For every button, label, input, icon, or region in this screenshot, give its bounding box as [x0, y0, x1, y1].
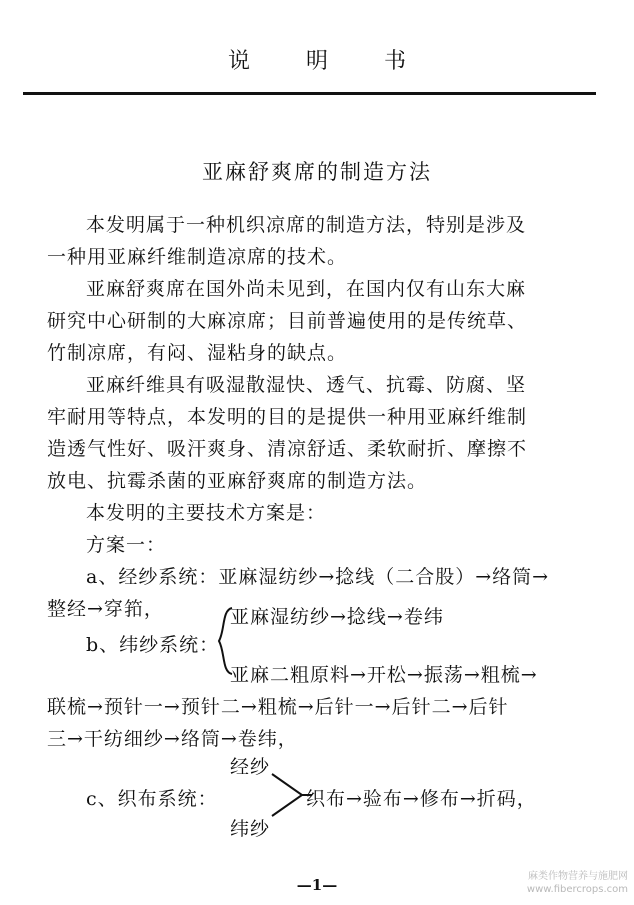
watermark-site-name: 麻类作物营养与施肥网 [528, 871, 628, 882]
page-number: —1— [296, 876, 338, 894]
body-line-10: 本发明的主要技术方案是： [86, 502, 327, 524]
body-line-6: 亚麻纤维具有吸湿散湿快、透气、抗霉、防腐、坚 [86, 374, 527, 396]
weft-continuation-2: 三→干纺细纱→络筒→卷纬， [47, 728, 298, 750]
weft-system-label: b、纬纱系统： [86, 634, 220, 656]
watermark-url: www.fibercrops.com [526, 884, 628, 895]
body-line-7: 牢耐用等特点，本发明的目的是提供一种用亚麻纤维制 [47, 406, 528, 428]
warp-system-line-cont: 整经→穿筘， [47, 598, 164, 620]
weave-input-bottom: 纬纱 [230, 818, 271, 840]
weave-input-top: 经纱 [230, 756, 271, 778]
warp-system-line: a、经纱系统：亚麻湿纺纱→捻线（二合股）→络筒→ [86, 566, 550, 588]
scheme-heading: 方案一： [86, 534, 167, 556]
body-line-2: 一种用亚麻纤维制造凉席的技术。 [47, 246, 348, 268]
document-title: 亚麻舒爽席的制造方法 [202, 160, 432, 184]
weave-system-label: c、织布系统： [86, 788, 218, 810]
weft-continuation-1: 联梳→预针一→预针二→粗梳→后针一→后针二→后针 [47, 696, 509, 718]
watermark [527, 870, 628, 896]
body-line-8: 造透气性好、吸汗爽身、清凉舒适、柔软耐折、摩擦不 [47, 438, 528, 460]
document-header-title: 说明书 [227, 49, 462, 74]
header-rule [23, 92, 596, 95]
body-line-5: 竹制凉席，有闷、湿粘身的缺点。 [47, 342, 348, 364]
weft-branch-bottom: 亚麻二粗原料→开松→振荡→粗梳→ [230, 664, 538, 686]
weft-branch-top: 亚麻湿纺纱→捻线→卷纬 [230, 606, 444, 628]
weave-flow: 织布→验布→修布→折码， [306, 788, 537, 810]
body-line-3: 亚麻舒爽席在国外尚未见到，在国内仅有山东大麻 [86, 278, 527, 300]
body-line-4: 研究中心研制的大麻凉席；目前普遍使用的是传统草、 [47, 310, 528, 332]
body-line-9: 放电、抗霉杀菌的亚麻舒爽席的制造方法。 [47, 470, 428, 492]
body-line-1: 本发明属于一种机织凉席的制造方法，特别是涉及 [86, 214, 527, 236]
